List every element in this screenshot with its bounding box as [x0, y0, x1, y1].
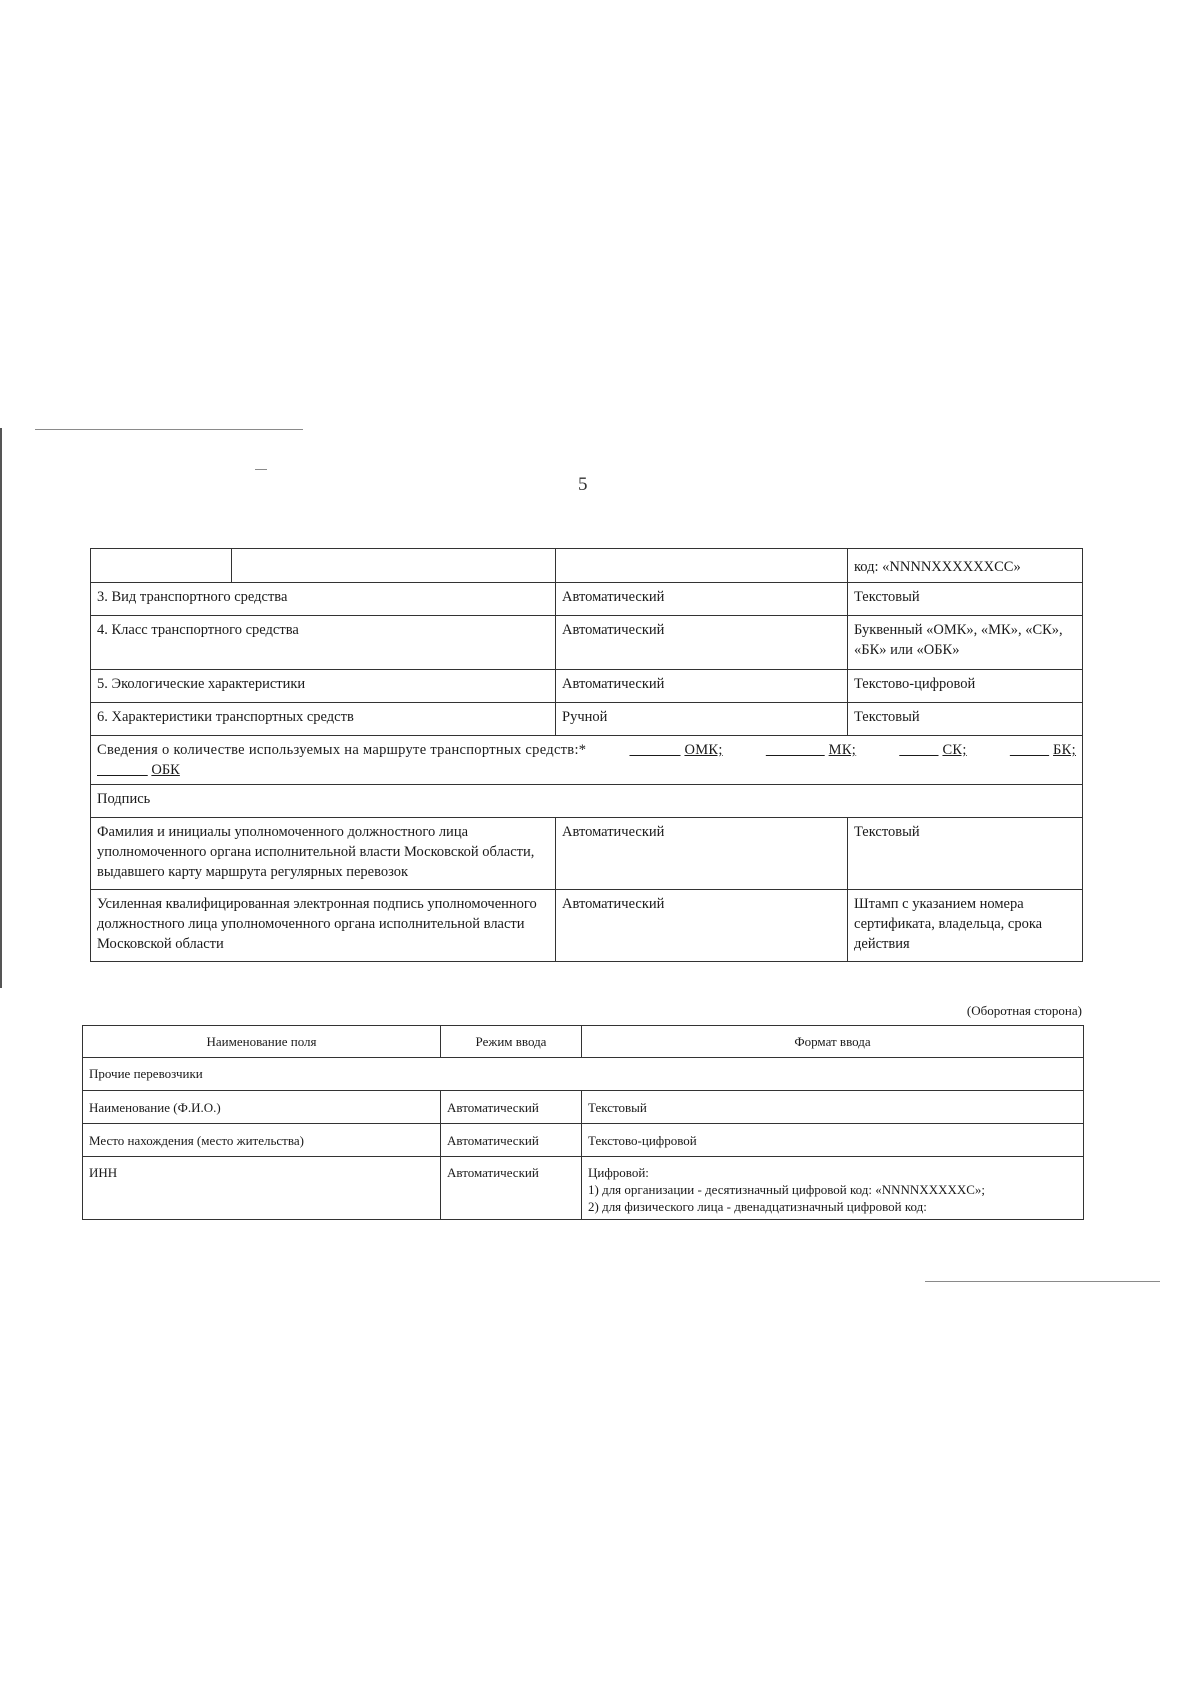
field-name-cell: 4. Класс транспортного средства — [91, 616, 556, 670]
table-row — [83, 1091, 1084, 1124]
field-name-cell: ИНН — [83, 1157, 441, 1220]
fields-table-front — [90, 548, 1083, 962]
fleet-sk: СК; — [942, 742, 967, 758]
table-row — [91, 785, 1083, 818]
fleet-count-cell — [91, 736, 1083, 785]
format-line: 1) для организации - десятизначный цифровой код: «NNNNXXXXXC»; — [588, 1182, 986, 1197]
format-cell: Буквенный «ОМК», «МК», «СК», «БК» или «ОБК» — [848, 616, 1083, 670]
table-row — [91, 616, 1083, 670]
scan-mark-top-left — [35, 429, 303, 430]
table-cell — [556, 549, 848, 583]
mode-cell: Автоматический — [441, 1124, 582, 1157]
format-cell: Текстовый — [582, 1091, 1084, 1124]
mode-cell: Автоматический — [556, 818, 848, 890]
field-name-cell: 6. Характеристики транспортных средств — [91, 703, 556, 736]
format-line: 2) для физического лица - двенадцатизначный цифровой код: — [588, 1199, 927, 1214]
fleet-count-line — [97, 740, 1076, 760]
table-header-row — [83, 1026, 1084, 1058]
table-row — [91, 549, 1083, 583]
format-cell: Текстовый — [848, 703, 1083, 736]
format-cell: Штамп с указанием номера сертификата, владельца, срока действия — [848, 890, 1083, 962]
table-row — [91, 736, 1083, 785]
table-row — [83, 1157, 1084, 1220]
section-header: Прочие перевозчики — [83, 1058, 1084, 1091]
mode-cell: Ручной — [556, 703, 848, 736]
fleet-obk: ОБК — [151, 762, 180, 778]
scan-mark-dash — [255, 469, 267, 470]
format-cell: Текстовый — [848, 583, 1083, 616]
field-name-cell: Усиленная квалифицированная электронная подпись уполномоченного должностного лица уполномоченного органа исполнительной власти Московской области — [91, 890, 556, 962]
column-header-format: Формат ввода — [582, 1026, 1084, 1058]
format-cell — [582, 1157, 1084, 1220]
table-row — [91, 818, 1083, 890]
field-name-cell: Фамилия и инициалы уполномоченного должностного лица уполномоченного органа исполнительной власти Московской области, выдавшего карту маршрута регулярных перевозок — [91, 818, 556, 890]
mode-cell: Автоматический — [556, 583, 848, 616]
fleet-mk: МК; — [828, 742, 857, 758]
table-row — [83, 1124, 1084, 1157]
format-cell: Текстово-цифровой — [582, 1124, 1084, 1157]
table-row — [83, 1058, 1084, 1091]
mode-cell: Автоматический — [556, 670, 848, 703]
field-name-cell: Место нахождения (место жительства) — [83, 1124, 441, 1157]
format-cell: Текстовый — [848, 818, 1083, 890]
field-name-cell: 3. Вид транспортного средства — [91, 583, 556, 616]
mode-cell: Автоматический — [556, 616, 848, 670]
column-header-name: Наименование поля — [83, 1026, 441, 1058]
mode-cell: Автоматический — [441, 1157, 582, 1220]
page-number: 5 — [578, 474, 588, 495]
mode-cell: Автоматический — [556, 890, 848, 962]
table-cell — [91, 549, 556, 583]
table-subcell — [91, 549, 232, 582]
fleet-bk: БК; — [1053, 742, 1076, 758]
format-line: Цифровой: — [588, 1165, 649, 1180]
scan-mark-left-edge — [0, 428, 2, 988]
scan-mark-bottom-right — [925, 1281, 1160, 1282]
column-header-mode: Режим ввода — [441, 1026, 582, 1058]
table-row — [91, 583, 1083, 616]
mode-cell: Автоматический — [441, 1091, 582, 1124]
format-cell: код: «NNNNXXXXXXCC» — [848, 549, 1083, 583]
signature-section-header: Подпись — [91, 785, 1083, 818]
reverse-side-label: (Оборотная сторона) — [966, 1003, 1082, 1018]
table-row — [91, 670, 1083, 703]
fields-table-reverse — [82, 1025, 1084, 1220]
table-row — [91, 703, 1083, 736]
fleet-omk: ОМК; — [684, 742, 723, 758]
table-subcell — [232, 549, 555, 582]
fleet-count-label: Сведения о количестве используемых на маршруте транспортных средств:* — [97, 742, 587, 758]
field-name-cell: Наименование (Ф.И.О.) — [83, 1091, 441, 1124]
format-cell: Текстово-цифровой — [848, 670, 1083, 703]
field-name-cell: 5. Экологические характеристики — [91, 670, 556, 703]
table-row — [91, 890, 1083, 962]
